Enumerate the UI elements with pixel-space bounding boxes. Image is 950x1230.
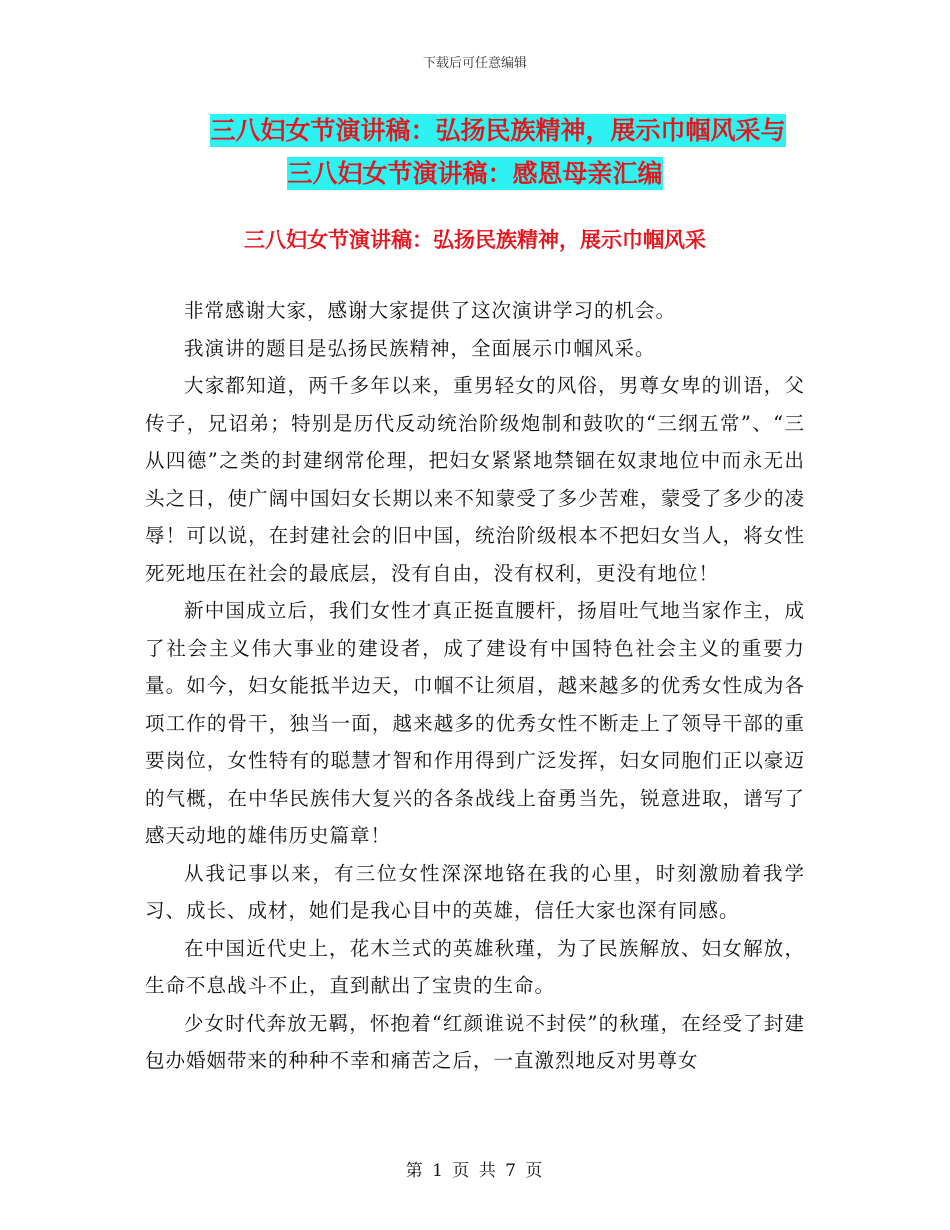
paragraph: 在中国近代史上，花木兰式的英雄秋瑾，为了民族解放、妇女解放，生命不息战斗不止，直到献出了宝贵的生命。 — [145, 936, 805, 997]
paragraph: 少女时代奔放无羁，怀抱着“红颜谁说不封侯”的秋瑾，在经受了封建包办婚姻带来的种种不幸和痛苦之后，一直激烈地反对男尊女 — [145, 1011, 805, 1072]
paragraph: 从我记事以来，有三位女性深深地铬在我的心里，时刻激励着我学习、成长、成材，她们是我心目中的英雄，信任大家也深有同感。 — [145, 861, 805, 922]
paragraph: 我演讲的题目是弘扬民族精神，全面展示巾帼风采。 — [184, 336, 656, 360]
header-note: 下载后可任意编辑 — [422, 56, 527, 71]
paragraph: 新中国成立后，我们女性才真正挺直腰杆，扬眉吐气地当家作主，成了社会主义伟大事业的建设者，成了建设有中国特色社会主义的重要力量。如今，妇女能抵半边天，巾帼不让须眉，越来越多的优秀女性成为各项工作的骨干，独当一面，越来越多的优秀女性不断走上了领导干部的重要岗位，女性特有的聪慧才智和作用得到广泛发挥，妇女同胞们正以豪迈的气概，在中华民族伟大复兴的各条战线上奋勇当先，锐意进取，谱写了感天动地的雄伟历史篇章！ — [145, 599, 805, 847]
document-title-line-2 — [0, 157, 950, 191]
title-highlight: 三八妇女节演讲稿：弘扬民族精神，展示巾帼风采与 — [210, 116, 786, 145]
title-highlight: 三八妇女节演讲稿：感恩母亲汇编 — [287, 159, 663, 188]
paragraph: 大家都知道，两千多年以来，重男轻女的风俗，男尊女卑的训语，父传子，兄诏弟；特别是历代反动统治阶级炮制和鼓吹的“三纲五常”、“三从四德”之类的封建纲常伦理，把妇女紧紧地禁锢在奴隶地位中而永无出头之日，使广阔中国妇女长期以来不知蒙受了多少苦难，蒙受了多少的凌辱！可以说，在封建社会的旧中国，统治阶级根本不把妇女当人，将女性死死地压在社会的最底层，没有自由，没有权利，更没有地位！ — [145, 374, 805, 585]
page-footer: 第 1 页 共 7 页 — [405, 1161, 545, 1181]
document-body — [145, 292, 805, 1080]
document-title-line-1 — [0, 114, 950, 148]
section-title: 三八妇女节演讲稿：弘扬民族精神，展示巾帼风采 — [244, 227, 706, 252]
paragraph: 非常感谢大家，感谢大家提供了这次演讲学习的机会。 — [184, 299, 677, 322]
